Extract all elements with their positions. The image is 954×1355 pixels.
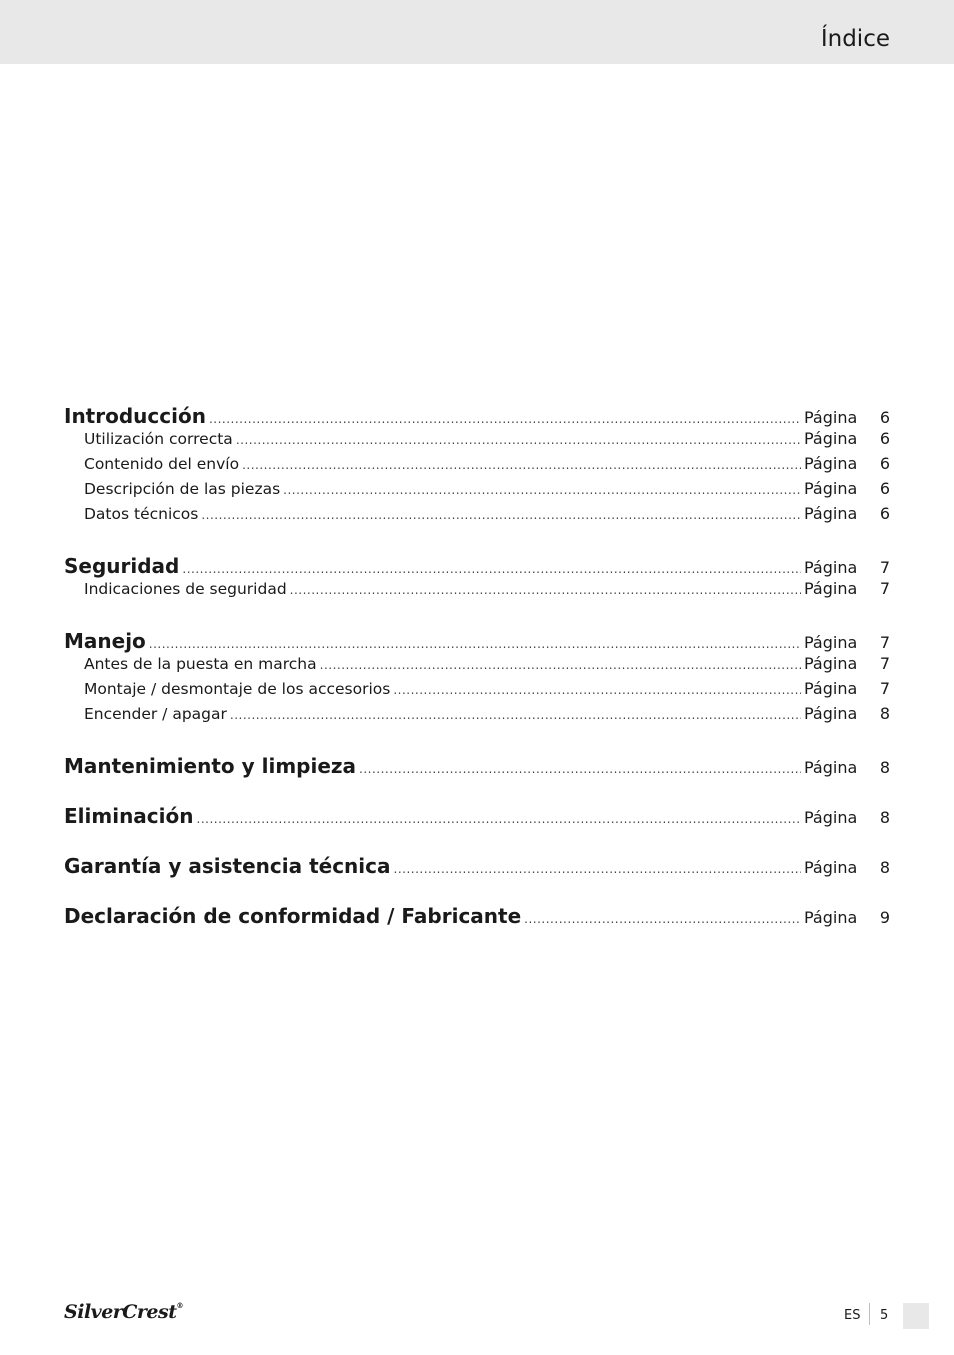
toc-page-label: Página <box>804 808 858 827</box>
toc-entry-title: Manejo <box>64 629 146 653</box>
dot-leader <box>524 912 801 926</box>
toc-page-number: 6 <box>879 429 890 448</box>
toc-subsection-entry[interactable] <box>64 504 890 529</box>
toc-entry-title: Eliminación <box>64 804 194 828</box>
toc-page-label: Página <box>804 579 858 598</box>
toc-subsection-entry[interactable] <box>64 579 890 604</box>
toc-subsection-entry[interactable] <box>64 454 890 479</box>
toc-section-entry[interactable] <box>64 904 890 929</box>
toc-subsection-entry[interactable] <box>64 704 890 729</box>
page-corner-tab <box>903 1303 929 1329</box>
toc-page-label: Página <box>804 704 858 723</box>
toc-entry-title: Utilización correcta <box>84 430 233 448</box>
dot-leader <box>236 433 801 447</box>
dot-leader <box>149 637 801 651</box>
toc-page-number: 8 <box>879 758 890 777</box>
toc-page-number: 6 <box>879 504 890 523</box>
toc-section-entry[interactable] <box>64 404 890 429</box>
toc-subsection-entry[interactable] <box>64 654 890 679</box>
brand-logo: SilverCrest® <box>64 1301 183 1323</box>
toc-entry-title: Antes de la puesta en marcha <box>84 655 317 673</box>
toc-page-number: 7 <box>879 558 890 577</box>
toc-page-number: 6 <box>879 408 890 427</box>
footer-divider <box>869 1303 870 1325</box>
toc-page-label: Página <box>804 454 858 473</box>
toc-page-label: Página <box>804 504 858 523</box>
toc-page-number: 6 <box>879 479 890 498</box>
dot-leader <box>283 483 801 497</box>
toc-entry-title: Introducción <box>64 404 206 428</box>
dot-leader <box>359 762 801 776</box>
toc-page-label: Página <box>804 758 858 777</box>
page-title: Índice <box>820 26 890 52</box>
dot-leader <box>201 508 801 522</box>
toc-entry-title: Contenido del envío <box>84 455 240 473</box>
toc-page-number: 7 <box>879 679 890 698</box>
dot-leader <box>230 708 801 722</box>
toc-section-entry[interactable] <box>64 754 890 779</box>
toc-page-label: Página <box>804 654 858 673</box>
dot-leader <box>197 812 802 826</box>
toc-page-label: Página <box>804 479 858 498</box>
toc-page-number: 7 <box>879 579 890 598</box>
toc-page-number: 9 <box>879 908 890 927</box>
toc-page-number: 7 <box>879 654 890 673</box>
toc-subsection-entry[interactable] <box>64 429 890 454</box>
toc-subsection-entry[interactable] <box>64 479 890 504</box>
toc-section-entry[interactable] <box>64 554 890 579</box>
table-of-contents <box>64 404 890 929</box>
toc-entry-title: Descripción de las piezas <box>84 480 281 498</box>
dot-leader <box>209 412 801 426</box>
dot-leader <box>182 562 801 576</box>
toc-entry-title: Mantenimiento y limpieza <box>64 754 357 778</box>
toc-page-number: 6 <box>879 454 890 473</box>
toc-page-label: Página <box>804 558 858 577</box>
toc-page-number: 8 <box>879 858 890 877</box>
toc-entry-title: Garantía y asistencia técnica <box>64 854 391 878</box>
toc-page-number: 8 <box>879 808 890 827</box>
dot-leader <box>242 458 801 472</box>
language-code: ES <box>844 1308 861 1323</box>
toc-page-label: Página <box>804 858 858 877</box>
toc-entry-title: Encender / apagar <box>84 705 227 723</box>
toc-page-label: Página <box>804 408 858 427</box>
toc-page-number: 7 <box>879 633 890 652</box>
dot-leader <box>393 683 801 697</box>
header-band <box>0 0 954 64</box>
toc-entry-title: Montaje / desmontaje de los accesorios <box>84 680 391 698</box>
toc-section-entry[interactable] <box>64 804 890 829</box>
toc-page-label: Página <box>804 908 858 927</box>
toc-page-label: Página <box>804 633 858 652</box>
toc-page-label: Página <box>804 429 858 448</box>
toc-entry-title: Datos técnicos <box>84 505 199 523</box>
toc-section-entry[interactable] <box>64 854 890 879</box>
toc-entry-title: Declaración de conformidad / Fabricante <box>64 904 522 928</box>
toc-subsection-entry[interactable] <box>64 679 890 704</box>
toc-page-number: 8 <box>879 704 890 723</box>
toc-entry-title: Seguridad <box>64 554 180 578</box>
toc-section-entry[interactable] <box>64 629 890 654</box>
dot-leader <box>290 583 801 597</box>
toc-page-label: Página <box>804 679 858 698</box>
page-number: 5 <box>880 1308 889 1323</box>
dot-leader <box>320 658 801 672</box>
toc-entry-title: Indicaciones de seguridad <box>84 580 287 598</box>
dot-leader <box>394 862 801 876</box>
